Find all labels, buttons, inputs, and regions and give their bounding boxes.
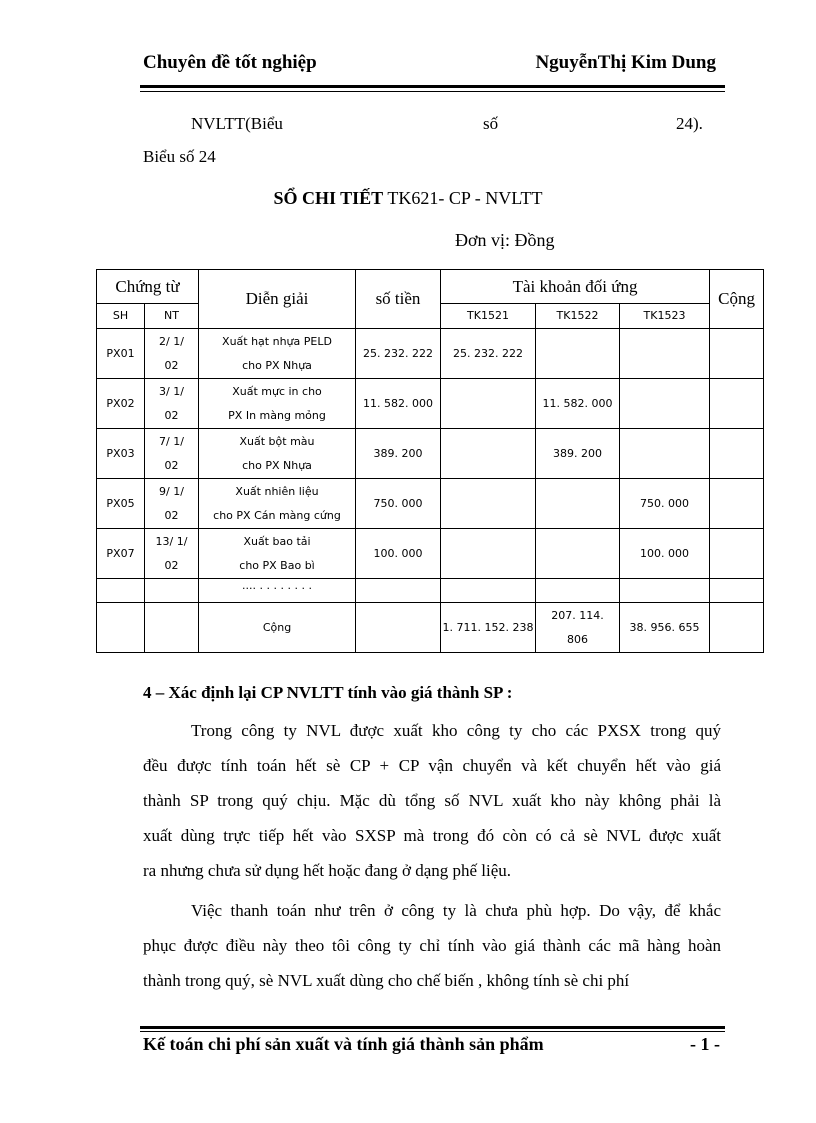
intro-text-part1: NVLTT(Biểu [191,114,283,133]
cell-tk1523 [620,379,710,429]
header-title: Chuyên đề tốt nghiệp [143,52,317,73]
section-heading: 4 – Xác định lại CP NVLTT tính vào giá thành SP : [143,683,513,702]
cell-nt: 7/ 1/ 02 [145,429,199,479]
table-row [97,479,764,529]
ellipsis-cell: .... . . . . . . . . [199,579,356,603]
paragraph-line: Trong công ty NVL được xuất kho công ty cho các PXSX trong quý [191,721,721,740]
cell-amount: 750. 000 [356,479,441,529]
table-row [97,379,764,429]
paragraph-line: phục được điều này theo tôi công ty chỉ tính vào giá thành các mã hàng hoàn [143,936,721,955]
cell-tk1521: 25. 232. 222 [441,329,536,379]
page-number: - 1 - [690,1034,720,1054]
table-header-row [97,270,764,304]
cell-tk1523 [620,329,710,379]
cell-tk1521 [441,429,536,479]
cell-cong [710,379,764,429]
header-tk1522: TK1522 [536,304,620,329]
header-tk1521: TK1521 [441,304,536,329]
cell-tk1522 [536,329,620,379]
header-author: NguyễnThị Kim Dung [535,52,716,73]
cell-tk1522 [536,479,620,529]
cell-description: Xuất bột màu cho PX Nhựa [199,429,356,479]
table-title-rest: TK621- CP - NVLTT [383,188,543,208]
table-unit: Đơn vị: Đồng [455,230,555,250]
table-title-bold: SỔ CHI TIẾT [273,188,384,208]
cell-description: Xuất mực in cho PX In màng mỏng [199,379,356,429]
header-rule-thick [140,85,725,88]
ledger-table [96,269,764,653]
cell-description: Xuất nhiên liệu cho PX Cán màng cứng [199,479,356,529]
cell-amount: 25. 232. 222 [356,329,441,379]
table-row [97,329,764,379]
paragraph-2 [143,893,721,998]
cell-sh: PX05 [97,479,145,529]
header-tai-khoan: Tài khoản đối ứng [441,270,710,304]
header-rule-thin [140,91,725,92]
table-total-row [97,603,764,653]
cell-tk1522 [536,529,620,579]
total-label: Cộng [199,603,356,653]
cell-amount: 11. 582. 000 [356,379,441,429]
footer-rule-thick [140,1026,725,1029]
cell-tk1523 [620,429,710,479]
footer-rule-thin [140,1031,725,1032]
table-row [97,429,764,479]
cell-amount: 100. 000 [356,529,441,579]
cell-description: Xuất bao tải cho PX Bao bì [199,529,356,579]
cell-tk1523: 750. 000 [620,479,710,529]
cell-nt: 3/ 1/ 02 [145,379,199,429]
table-ellipsis-row [97,579,764,603]
cell-nt: 2/ 1/ 02 [145,329,199,379]
cell-tk1522: 389. 200 [536,429,620,479]
cell-nt: 13/ 1/ 02 [145,529,199,579]
header-so-tien: số tiền [356,270,441,329]
cell-tk1521 [441,379,536,429]
total-tk1522: 207. 114. 806 [536,603,620,653]
table-title [0,188,816,209]
paragraph-line: thành SP trong quý chịu. Mặc dù tổng số NVL xuất kho này không phải là [143,791,721,810]
cell-sh: PX02 [97,379,145,429]
cell-cong [710,329,764,379]
total-tk1523: 38. 956. 655 [620,603,710,653]
footer-title: Kế toán chi phí sản xuất và tính giá thành sản phẩm [143,1034,544,1054]
figure-label: Biểu số 24 [143,147,216,166]
total-tk1521: 1. 711. 152. 238 [441,603,536,653]
header-sh: SH [97,304,145,329]
header-cong: Cộng [710,270,764,329]
table-row [97,529,764,579]
paragraph-line: Việc thanh toán như trên ở công ty là chưa phù hợp. Do vậy, để khắc [191,901,721,920]
header-chung-tu: Chứng từ [97,270,199,304]
header-tk1523: TK1523 [620,304,710,329]
header-dien-giai: Diễn giải [199,270,356,329]
cell-tk1521 [441,529,536,579]
cell-sh: PX03 [97,429,145,479]
header-nt: NT [145,304,199,329]
intro-text-part2: số [483,114,499,133]
cell-tk1523: 100. 000 [620,529,710,579]
intro-text-part3: 24). [676,114,703,133]
paragraph-line: ra nhưng chưa sử dụng hết hoặc đang ở dạng phế liệu. [143,861,512,880]
cell-cong [710,429,764,479]
cell-sh: PX07 [97,529,145,579]
cell-description: Xuất hạt nhựa PELD cho PX Nhựa [199,329,356,379]
paragraph-1 [143,713,721,888]
cell-cong [710,479,764,529]
cell-tk1522: 11. 582. 000 [536,379,620,429]
paragraph-line: thành trong quý, sè NVL xuất dùng cho chế biến , không tính sè chi phí [143,971,630,990]
paragraph-line: xuất dùng trực tiếp hết vào SXSP mà trong đó còn có cả sè NVL được xuất [143,826,721,845]
cell-amount: 389. 200 [356,429,441,479]
cell-nt: 9/ 1/ 02 [145,479,199,529]
cell-tk1521 [441,479,536,529]
paragraph-line: đều được tính toán hết sè CP + CP vận chuyển và kết chuyển hết vào giá [143,756,721,775]
cell-cong [710,529,764,579]
cell-sh: PX01 [97,329,145,379]
